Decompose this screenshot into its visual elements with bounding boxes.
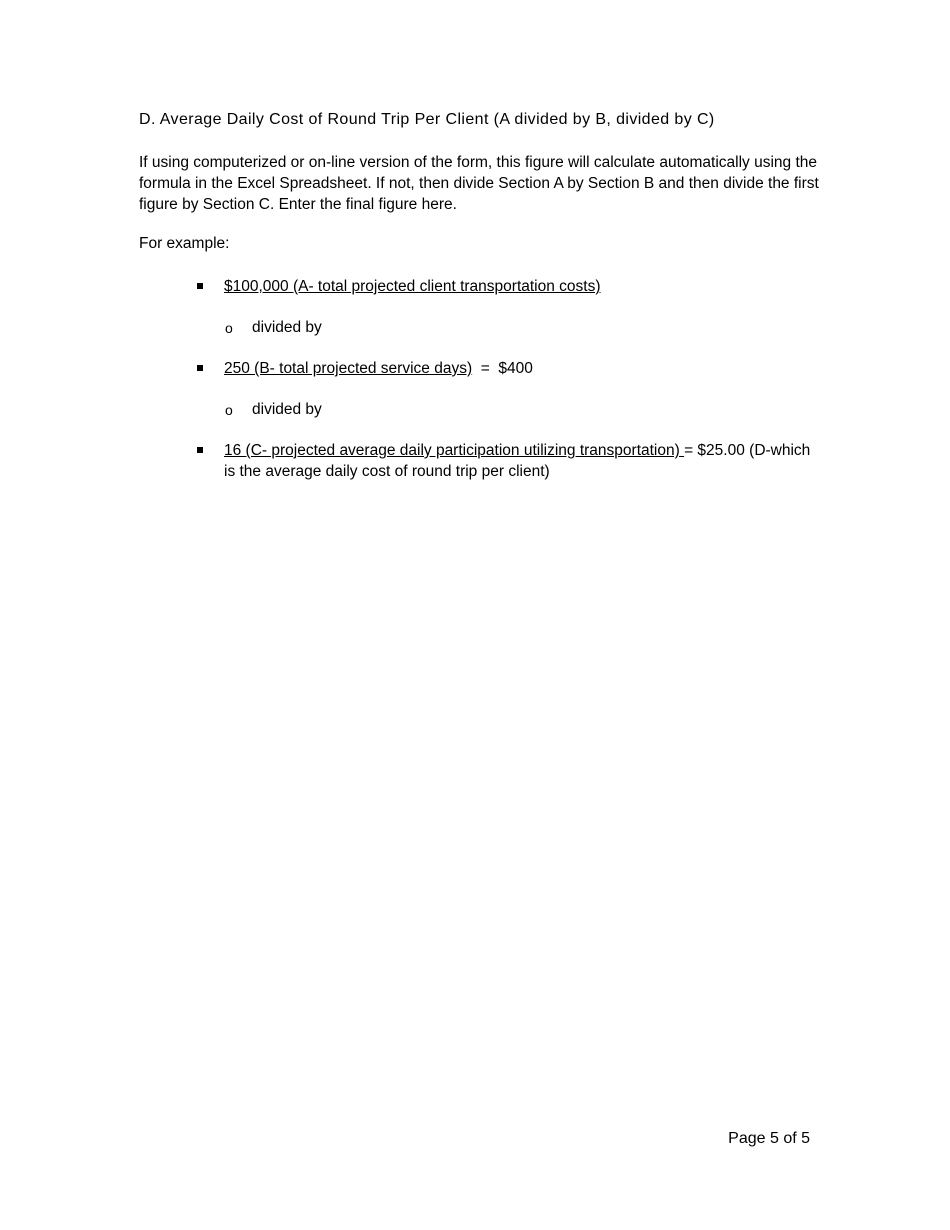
sub-item-divided-by-1: divided by xyxy=(252,319,322,336)
list-item-a-underlined: $100,000 (A- total projected client transportation costs) xyxy=(224,278,601,295)
example-label: For example: xyxy=(139,235,230,252)
list-item-b xyxy=(224,358,824,379)
list-item-b-underlined: 250 (B- total projected service days) xyxy=(224,360,473,377)
instruction-paragraph: If using computerized or on-line version of the form, this figure will calculate automatically using the formula in the Excel Spreadsheet. If not, then divide Section A by Section B and then divide the first figure by Section C. Enter the final figure here. xyxy=(139,154,819,213)
circle-bullet-icon: o xyxy=(225,402,233,418)
square-bullet-icon xyxy=(197,283,203,289)
list-item-c-suffix: = $25.00 (D-which is the average daily cost of round trip per client) xyxy=(224,442,811,480)
list-item-c xyxy=(224,440,814,482)
section-heading: D. Average Daily Cost of Round Trip Per Client (A divided by B, divided by C) xyxy=(139,111,715,128)
circle-bullet-icon: o xyxy=(225,320,233,336)
list-item-a xyxy=(224,276,824,297)
square-bullet-icon xyxy=(197,447,203,453)
page-number: Page 5 of 5 xyxy=(728,1130,810,1147)
square-bullet-icon xyxy=(197,365,203,371)
sub-item-divided-by-2: divided by xyxy=(252,401,322,418)
list-item-b-suffix: = $400 xyxy=(472,360,533,377)
list-item-c-underlined: 16 (C- projected average daily participation utilizing transportation) xyxy=(224,442,685,459)
